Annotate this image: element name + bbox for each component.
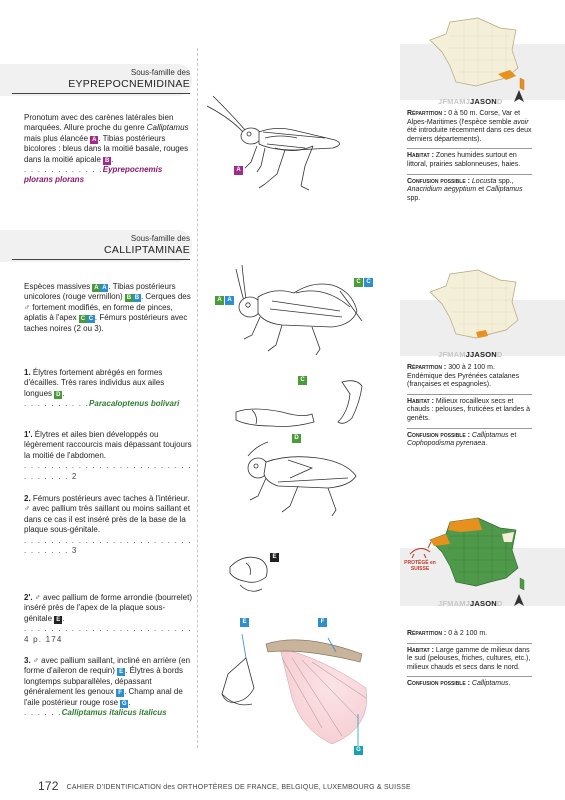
subfamily-kicker: Sous-famille des (130, 234, 190, 243)
text: avoir (513, 118, 529, 126)
months-inactive: JFMAMJ (438, 599, 471, 608)
figure-ref-f: F (116, 689, 124, 697)
leader-dots: . . . . . . (24, 708, 62, 718)
species-name: Calliptamus italicus italicus (61, 708, 167, 718)
distribution-map-eyprepocnemis (420, 16, 530, 96)
key-number: 1. (24, 368, 31, 377)
text: . Tibias postérieurs bicolores : bleus dans la moitié basale, rouges dans la moitié apicale (24, 133, 189, 164)
figure-label-f: F (318, 618, 327, 627)
field-label: Répartition : (407, 110, 447, 117)
figure-label-a: A (225, 296, 234, 305)
species-name: Eyprepocnemis plorans plorans (24, 165, 163, 185)
months-inactive: JFMAMJ (438, 97, 471, 106)
text: . (128, 697, 131, 707)
months-inactive: D (496, 599, 503, 608)
figure-ref-e: E (119, 669, 124, 676)
text: Cophopodisma pyrenaea (407, 440, 486, 448)
illustration-paracaloptenus (228, 436, 378, 522)
divider (407, 174, 532, 175)
page-number: 172 (38, 779, 59, 793)
field-label: Confusion possible : (407, 680, 470, 688)
text: Pronotum avec des carènes latérales bien marquées. Allure proche du genre (24, 113, 174, 133)
distribution-map-calliptamus-italicus (420, 516, 530, 596)
subfamily-name: EYPREPOCNEMIDINAE (12, 78, 190, 94)
text: spp., (496, 177, 514, 185)
text: . Champ anal de l'aile postérieur rouge rose (24, 687, 183, 707)
key-couplet-2p: 2'. ♂ avec pallium de forme arrondie (bourrelet) inséré près de l'apex de la plaque sous-génitale E . . . . . . . . . . . . . . . . . . . . . . . . . . 4 p. 174 (24, 593, 192, 644)
book-title: CAHIER D'IDENTIFICATION des ORTHOPTÈRES DE FRANCE, BELGIQUE, LUXEMBOURG & SUISSE (66, 784, 411, 791)
illustration-cerci (232, 372, 382, 434)
key-couplet-2 (24, 494, 192, 556)
page-footer (38, 779, 411, 793)
figure-ref-c: C (80, 316, 86, 323)
leader-dots: . . . . . . . . . . . . (24, 165, 103, 175)
subfamily-name: CALLIPTAMINAE (12, 244, 190, 260)
field-label: Habitat : (407, 152, 434, 160)
months-active: JASON (470, 97, 497, 106)
figure-label-g: G (354, 746, 363, 755)
north-arrow-icon (514, 594, 524, 606)
text: mais plus élancée (24, 133, 91, 143)
text: ♂ avec pallium très saillant ou moins saillant et dans ce cas il est inséré près de la base de la plaque sous-génitale. (24, 504, 191, 535)
key-couplet-1: 1. Élytres fortement abrégés en formes d'écailles. Très rares individus aux ailes longues D . . . . . . . . . . .Paracaloptenus bolivari (24, 368, 180, 409)
divider (407, 394, 532, 395)
figure-label-c: C (364, 278, 373, 287)
months-active: JASON (470, 599, 497, 608)
months-inactive: JFMAM (438, 350, 466, 359)
figure-label-a: A (234, 166, 243, 175)
field-label: Confusion possible : (407, 431, 470, 439)
species-name: Paracaloptenus bolivari (89, 399, 180, 409)
text: Anacridium aegyptium (407, 186, 477, 194)
genus: Calliptamus (146, 123, 189, 133)
text: été introduite récemment dans ces deux derniers départements). (407, 127, 532, 143)
text: et (476, 186, 486, 194)
text: Calliptamus (486, 186, 523, 194)
figure-ref-a: A (102, 285, 107, 291)
text: Locusta (471, 177, 497, 185)
figure-label-c: C (298, 376, 307, 385)
text: 0 à 50 m. Corse, Var et Alpes-Maritimes (l'espèce semble (407, 110, 521, 126)
callip-description (24, 282, 192, 334)
figure-label-e: E (270, 553, 279, 562)
illustration-calliptamus (212, 255, 382, 365)
text: . Tibias postérieurs unicolores (rouge vermillon) (24, 282, 176, 302)
leader-dots: . . . . . . . . . . (24, 399, 90, 409)
text: . Cerques des ♂ fortement modifiés, en forme de pinces, aplatis à l'apex (24, 292, 191, 323)
figure-label-d: D (292, 434, 301, 443)
phenology-months (438, 599, 503, 608)
north-arrow-icon (514, 90, 524, 102)
divider (407, 148, 532, 149)
leader-dots: . . . . . . . . . . . . . . . . . . . . . . . . . . . . . . . . 3 (24, 535, 192, 556)
figure-label-c: C (354, 278, 363, 287)
text: ♂ avec pallium saillant, incliné en arrière (en forme d'aileron de requin) (24, 656, 191, 676)
text: Espèces massives (24, 282, 93, 291)
subfamily-kicker: Sous-famille des (130, 68, 190, 77)
field-label: Répartition : (407, 630, 447, 637)
text: Élytres et ailes bien développés ou légèrement raccourcis mais dépassant toujours la moitié de l'abdomen. (24, 430, 192, 460)
species-info-eyprepocnemis (407, 110, 532, 203)
key-number: 2'. (24, 593, 33, 602)
key-number: 2. (24, 494, 31, 503)
distribution-map-paracaloptenus (420, 268, 530, 348)
field-label: Confusion possible : (407, 177, 470, 185)
illustration-wing (262, 618, 382, 758)
figure-ref-b: B (104, 157, 110, 164)
illustration-eyprepocnemis (205, 88, 355, 198)
text: . Élytres à bords longtemps subparallèles, dépassant généralement les genoux (24, 666, 183, 697)
figure-ref-b: B (134, 295, 140, 302)
phenology-months (438, 97, 503, 106)
field-label: Habitat : (407, 646, 434, 654)
text: Zones humides surtout en littoral, prairies sablonneuses, haies. (407, 152, 521, 168)
figure-ref-a: A (92, 136, 97, 143)
key-number: 3. (24, 656, 31, 665)
text: . (485, 440, 488, 448)
figure-ref-b: B (126, 295, 132, 302)
text: Large gamme de milieux dans le sud (pelouses, friches, cultures, etc.), milieux chauds et secs dans le nord. (407, 646, 531, 671)
phenology-months (438, 350, 503, 359)
figure-label-e: E (240, 618, 249, 627)
text: Fémurs postérieurs avec taches à l'intérieur. (30, 494, 190, 503)
text: 0 à 2 100 m. (446, 630, 488, 637)
field-label: Répartition : (407, 364, 447, 371)
text: Calliptamus (471, 680, 509, 688)
protected-species-icon (408, 540, 432, 560)
protection-status: PROTÉGÉ en SUISSE (404, 560, 436, 572)
key-number: 1'. (24, 430, 33, 439)
text: 300 à 2 100 m. Endémique des Pyrénées catalanes (françaises et espagnoles). (407, 364, 520, 389)
illustration-pallium-rounded (226, 545, 296, 605)
column-divider (197, 48, 198, 748)
subfamily-header-eyprep (12, 68, 190, 94)
figure-label-a: A (215, 296, 224, 305)
divider (407, 676, 532, 677)
leader-dots: . . . . . . . . . . . . . . . . . . . . . . . . . 4 p. 174 (24, 624, 192, 644)
months-inactive: D (496, 350, 503, 359)
text: . (508, 680, 511, 688)
months-inactive: D (496, 97, 503, 106)
months-active: JJASON (465, 350, 497, 359)
text: Élytres fortement abrégés en formes d'écailles. Très rares individus aux ailes longues (24, 368, 165, 398)
text: et (508, 431, 517, 439)
figure-ref-g: G (121, 700, 127, 707)
key-couplet-3 (24, 656, 192, 718)
text: Calliptamus (471, 431, 509, 439)
text: Milieux rocailleux secs et chauds : pelouses, fruticées et landes à genêts. (407, 397, 530, 422)
field-label: Habitat : (407, 397, 434, 405)
text: spp. (407, 194, 421, 202)
text: ♂ avec pallium de forme arrondie (bourrelet) inséré près de l'apex de la plaque sous-génitale (24, 593, 192, 623)
figure-ref-d: D (56, 391, 61, 398)
divider (407, 643, 532, 644)
figure-ref-c: C (88, 316, 94, 323)
subfamily-header-callip (12, 234, 190, 260)
text: . Fémurs postérieurs avec taches noires (2 ou 3). (24, 313, 188, 333)
species-info-paracaloptenus (407, 364, 532, 449)
divider (407, 428, 532, 429)
figure-ref-e: E (56, 616, 61, 623)
eyprep-description (24, 113, 192, 186)
key-couplet-1p (24, 430, 192, 482)
species-info-calliptamus-italicus (407, 630, 532, 689)
figure-ref-a: A (94, 285, 99, 291)
leader-dots: . . . . . . . . . . . . . . . . . . . . . . . . . . . . . . . . 2 (24, 461, 192, 481)
text: . (111, 154, 114, 164)
